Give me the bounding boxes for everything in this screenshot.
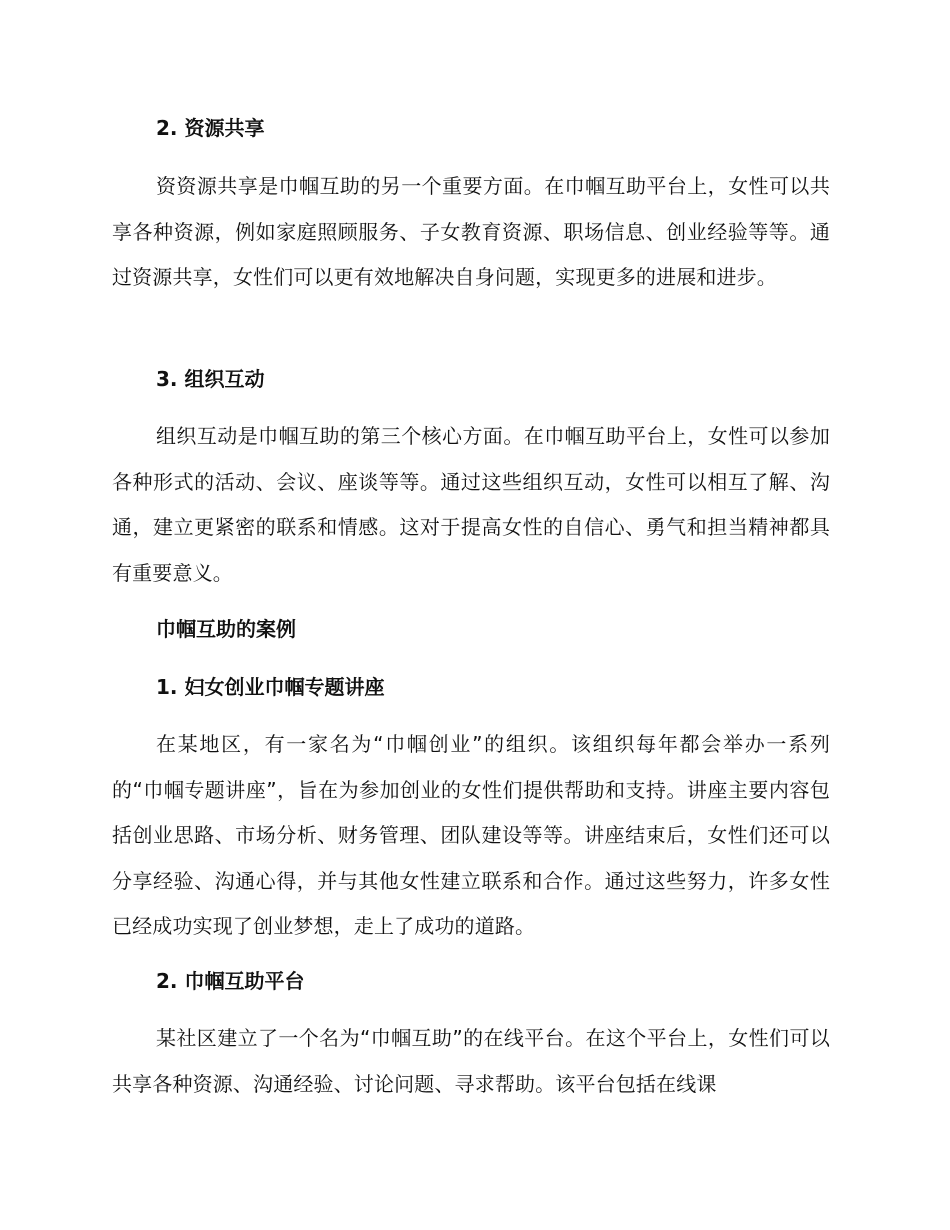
section-heading-cases: 巾帼互助的案例 [156, 617, 296, 641]
paragraph-mutual-aid-platform: 某社区建立了一个名为“巾帼互助”的在线平台。在这个平台上，女性们可以共享各种资源、沟通经验、讨论问题、寻求帮助。该平台包括在线课 [112, 1026, 830, 1096]
paragraph-organization-interaction: 组织互动是巾帼互助的第三个核心方面。在巾帼互助平台上，女性可以参加各种形式的活动、会议、座谈等等。通过这些组织互动，女性可以相互了解、沟通，建立更紧密的联系和情感。这对于提高女性的自信心、勇气和担当精神都具有重要意义。 [112, 424, 830, 585]
section-heading-women-entrepreneurship-lecture: 1. 妇女创业巾帼专题讲座 [156, 675, 385, 699]
section-heading-organization-interaction: 3. 组织互动 [156, 367, 265, 391]
section-heading-resource-sharing: 2. 资源共享 [156, 116, 265, 140]
section-heading-mutual-aid-platform: 2. 巾帼互助平台 [156, 969, 305, 993]
paragraph-resource-sharing: 资资源共享是巾帼互助的另一个重要方面。在巾帼互助平台上，女性可以共享各种资源，例如家庭照顾服务、子女教育资源、职场信息、创业经验等等。通过资源共享，女性们可以更有效地解决自身问题，实现更多的进展和进步。 [112, 174, 830, 289]
paragraph-women-entrepreneurship-lecture: 在某地区，有一家名为“巾帼创业”的组织。该组织每年都会举办一系列的“巾帼专题讲座”，旨在为参加创业的女性们提供帮助和支持。讲座主要内容包括创业思路、市场分析、财务管理、团队建设等等。讲座结束后，女性们还可以分享经验、沟通心得，并与其他女性建立联系和合作。通过这些努力，许多女性已经成功实现了创业梦想，走上了成功的道路。 [112, 732, 830, 938]
